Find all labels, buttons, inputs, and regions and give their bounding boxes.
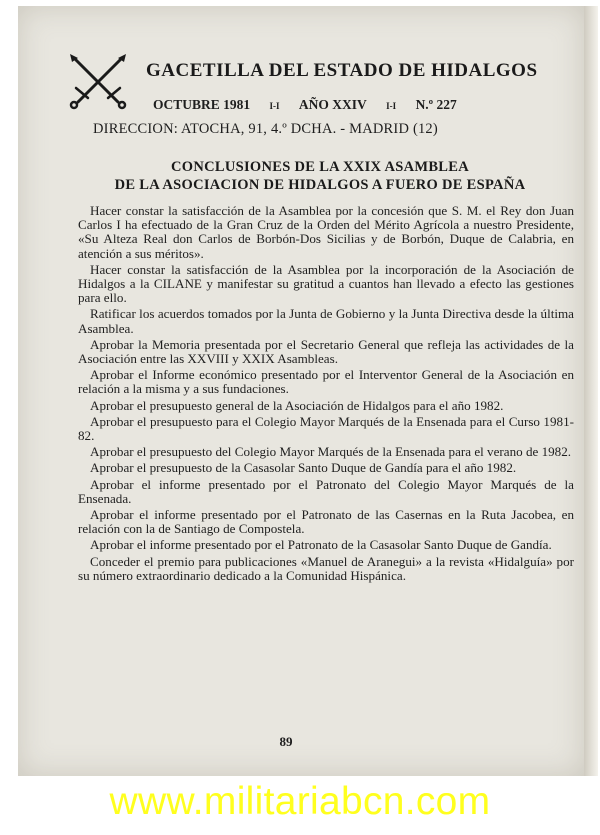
article-heading-line: CONCLUSIONES DE LA XXIX ASAMBLEA: [170, 159, 470, 175]
crossed-swords-icon: [66, 52, 130, 112]
article-body: [78, 204, 574, 585]
publication-title: GACETILLA DEL ESTADO DE HIDALGOS: [146, 60, 538, 81]
issue-date: OCTUBRE 1981: [153, 97, 251, 112]
issue-number: N.º 227: [415, 97, 457, 112]
article-paragraph: Ratificar los acuerdos tomados por la Junta de Gobierno y la Junta Directiva desde la última Asamblea.: [78, 306, 574, 336]
article-paragraph: Hacer constar la satisfacción de la Asamblea por la incorporación de la Asociación de Hidalgos a la CILANE y manifestar su gratitud a cuantos han llevado a efecto las gestiones para ello.: [78, 261, 574, 306]
issue-year: AÑO XXIV: [298, 97, 367, 112]
article-heading-line: DE LA ASOCIACION DE HIDALGOS A FUERO DE ESPAÑA: [114, 177, 526, 193]
article-paragraph: Hacer constar la satisfacción de la Asamblea por la concesión que S. M. el Rey don Juan Carlos I ha efectuado de la Gran Cruz de la Orden del Mérito Agrícola a nuestro Presidente, «Su Alteza Real don Carlos de Borbón-Dos Sicilias y de Borbón, Duque de Calabria, en atención a sus méritos».: [78, 203, 574, 261]
article-heading: [60, 158, 580, 194]
page-edge: [584, 6, 598, 776]
article-paragraph: Aprobar el informe presentado por el Patronato de las Casernas en la Ruta Jacobea, en relación con la de Santiago de Compostela.: [78, 507, 574, 537]
article-paragraph: Aprobar el presupuesto para el Colegio Mayor Marqués de la Ensenada para el Curso 1981-82.: [78, 413, 574, 444]
article-paragraph: Aprobar el presupuesto general de la Asociación de Hidalgos para el año 1982.: [90, 397, 504, 413]
issue-separator: I-I: [386, 100, 397, 111]
article-paragraph: Aprobar el presupuesto del Colegio Mayor Marqués de la Ensenada para el verano de 1982.: [90, 444, 572, 460]
issue-line: [153, 97, 573, 113]
article-paragraph: Aprobar el informe presentado por el Patronato de la Casasolar Santo Duque de Gandía.: [90, 537, 552, 553]
article-paragraph: Aprobar la Memoria presentada por el Secretario General que refleja las actividades de la Asociación entre las XXVIII y XXIX Asambleas.: [78, 336, 574, 367]
article-paragraph: Conceder el premio para publicaciones «Manuel de Aranegui» a la revista «Hidalguía» por su número extraordinario dedicado a la Comunidad Hispánica.: [78, 553, 574, 583]
article-paragraph: Aprobar el Informe económico presentado por el Interventor General de la Asociación en relación a la misma y a sus fundaciones.: [78, 367, 574, 397]
issue-separator: I-I: [269, 100, 280, 111]
article-paragraph: Aprobar el presupuesto de la Casasolar Santo Duque de Gandía para el año 1982.: [90, 460, 517, 476]
publication-address: DIRECCION: ATOCHA, 91, 4.º DCHA. - MADRID (12): [93, 121, 438, 137]
article-paragraph: Aprobar el informe presentado por el Patronato del Colegio Mayor Marqués de la Ensenada.: [78, 476, 574, 506]
watermark-url: www.militariabcn.com: [0, 777, 600, 835]
page-number: 89: [279, 734, 293, 749]
